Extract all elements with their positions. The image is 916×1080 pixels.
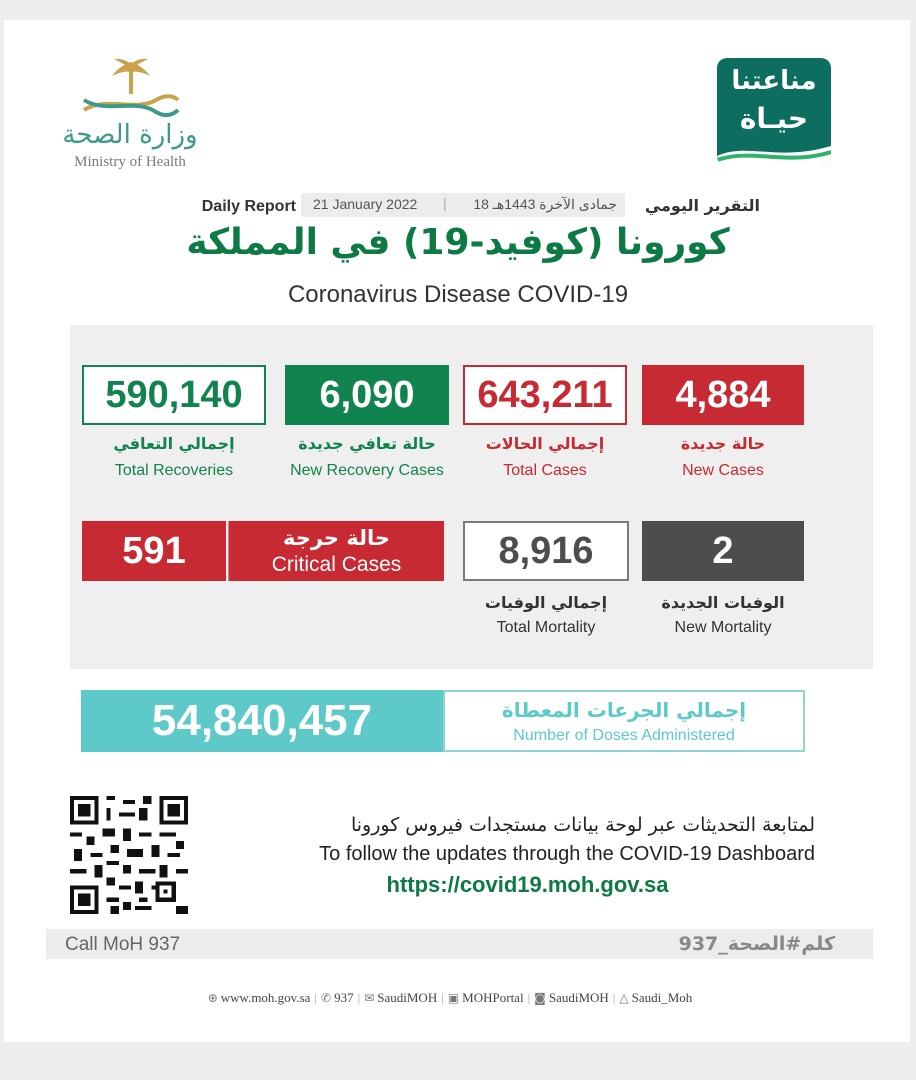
- critical-cases-label-en: Critical Cases: [271, 553, 402, 576]
- new-cases-label-en: New Cases: [682, 462, 764, 479]
- total-cases-label-en: Total Cases: [503, 462, 587, 479]
- hijri-date: 18 جمادى الآخرة 1443هـ: [473, 196, 617, 212]
- phone-icon: ✆: [321, 991, 332, 1005]
- instagram-icon: ◙: [534, 991, 546, 1005]
- new-cases-value: 4,884: [642, 365, 804, 425]
- doses-label-en: Number of Doses Administered: [513, 727, 735, 744]
- total-mortality-label-en: Total Mortality: [496, 619, 596, 636]
- footer-sep: |: [441, 990, 444, 1005]
- footer-instagram[interactable]: SaudiMOH: [548, 990, 609, 1005]
- twitter-icon: ✉: [364, 991, 375, 1005]
- footer-website[interactable]: www.moh.gov.sa: [220, 990, 311, 1005]
- total-cases-label-ar: إجمالي الحالات: [485, 434, 605, 453]
- gregorian-date: 21 January 2022: [313, 196, 418, 212]
- immunity-brand-logo: [717, 58, 831, 166]
- snapchat-icon: △: [619, 991, 629, 1005]
- total-recoveries-value: 590,140: [82, 365, 266, 425]
- footer-sep: |: [357, 990, 361, 1005]
- qr-code-icon[interactable]: [70, 796, 188, 914]
- date-separator: |: [443, 195, 447, 211]
- footer-phone[interactable]: 937: [334, 990, 354, 1005]
- critical-cases-label-ar: حالة حرجة: [282, 526, 391, 550]
- new-mortality-label-ar: الوفيات الجديدة: [661, 593, 785, 612]
- total-recoveries-label-ar: إجمالي التعافي: [113, 434, 235, 453]
- brand-line-1: مناعتنا: [731, 66, 817, 96]
- daily-report-en: Daily Report: [201, 198, 296, 215]
- total-mortality-label-ar: إجمالي الوفيات: [484, 593, 608, 612]
- stats-panel: [70, 325, 873, 669]
- title-en: Coronavirus Disease COVID-19: [287, 281, 629, 308]
- follow-text-en: To follow the updates through the COVID-19 Dashboard: [319, 843, 815, 865]
- footer-links: [140, 988, 760, 1008]
- globe-icon: ⊕: [207, 991, 218, 1005]
- footer-sep: |: [314, 990, 318, 1005]
- total-recoveries-label-en: Total Recoveries: [114, 462, 234, 479]
- new-recovery-label-ar: حالة تعافي جديدة: [298, 434, 436, 453]
- call-text-en: Call MoH 937: [65, 934, 181, 955]
- footer-snapchat[interactable]: Saudi_Moh: [631, 990, 693, 1005]
- call-hashtag-ar: كلم#الصحة_937: [678, 933, 835, 955]
- follow-text-ar: لمتابعة التحديثات عبر لوحة بيانات مستجدات فيروس كورونا: [350, 814, 815, 836]
- brand-line-2: حيـاة: [739, 102, 809, 135]
- footer-sep: |: [527, 990, 531, 1005]
- new-recovery-label-en: New Recovery Cases: [290, 462, 444, 479]
- new-mortality-label-en: New Mortality: [674, 619, 772, 636]
- youtube-icon: ▣: [447, 991, 460, 1005]
- new-cases-label-ar: حالة جديدة: [680, 434, 766, 453]
- brand-wave-icon: [717, 140, 831, 166]
- total-mortality-value: 8,916: [463, 521, 629, 581]
- footer-sep: |: [612, 990, 616, 1005]
- title-ar: كورونا (كوفيد-19) في المملكة: [186, 222, 730, 263]
- dashboard-link[interactable]: https://covid19.moh.gov.sa: [386, 872, 669, 897]
- date-bar: [301, 193, 625, 217]
- new-recovery-value: 6,090: [285, 365, 449, 425]
- moh-name-ar: وزارة الصحة: [62, 120, 198, 150]
- footer-youtube[interactable]: MOHPortal: [462, 990, 524, 1005]
- moh-name-en: Ministry of Health: [74, 154, 186, 170]
- critical-cases-value: 591: [82, 521, 226, 581]
- doses-label-box: [443, 690, 805, 752]
- daily-report-ar: التقرير اليومي: [644, 196, 760, 215]
- doses-label-ar: إجمالي الجرعات المعطاة: [501, 698, 747, 722]
- footer-twitter[interactable]: SaudiMOH: [377, 990, 438, 1005]
- doses-value: 54,840,457: [81, 690, 443, 752]
- new-mortality-value: 2: [642, 521, 804, 581]
- total-cases-value: 643,211: [463, 365, 627, 425]
- critical-cases-label-box: [228, 521, 444, 581]
